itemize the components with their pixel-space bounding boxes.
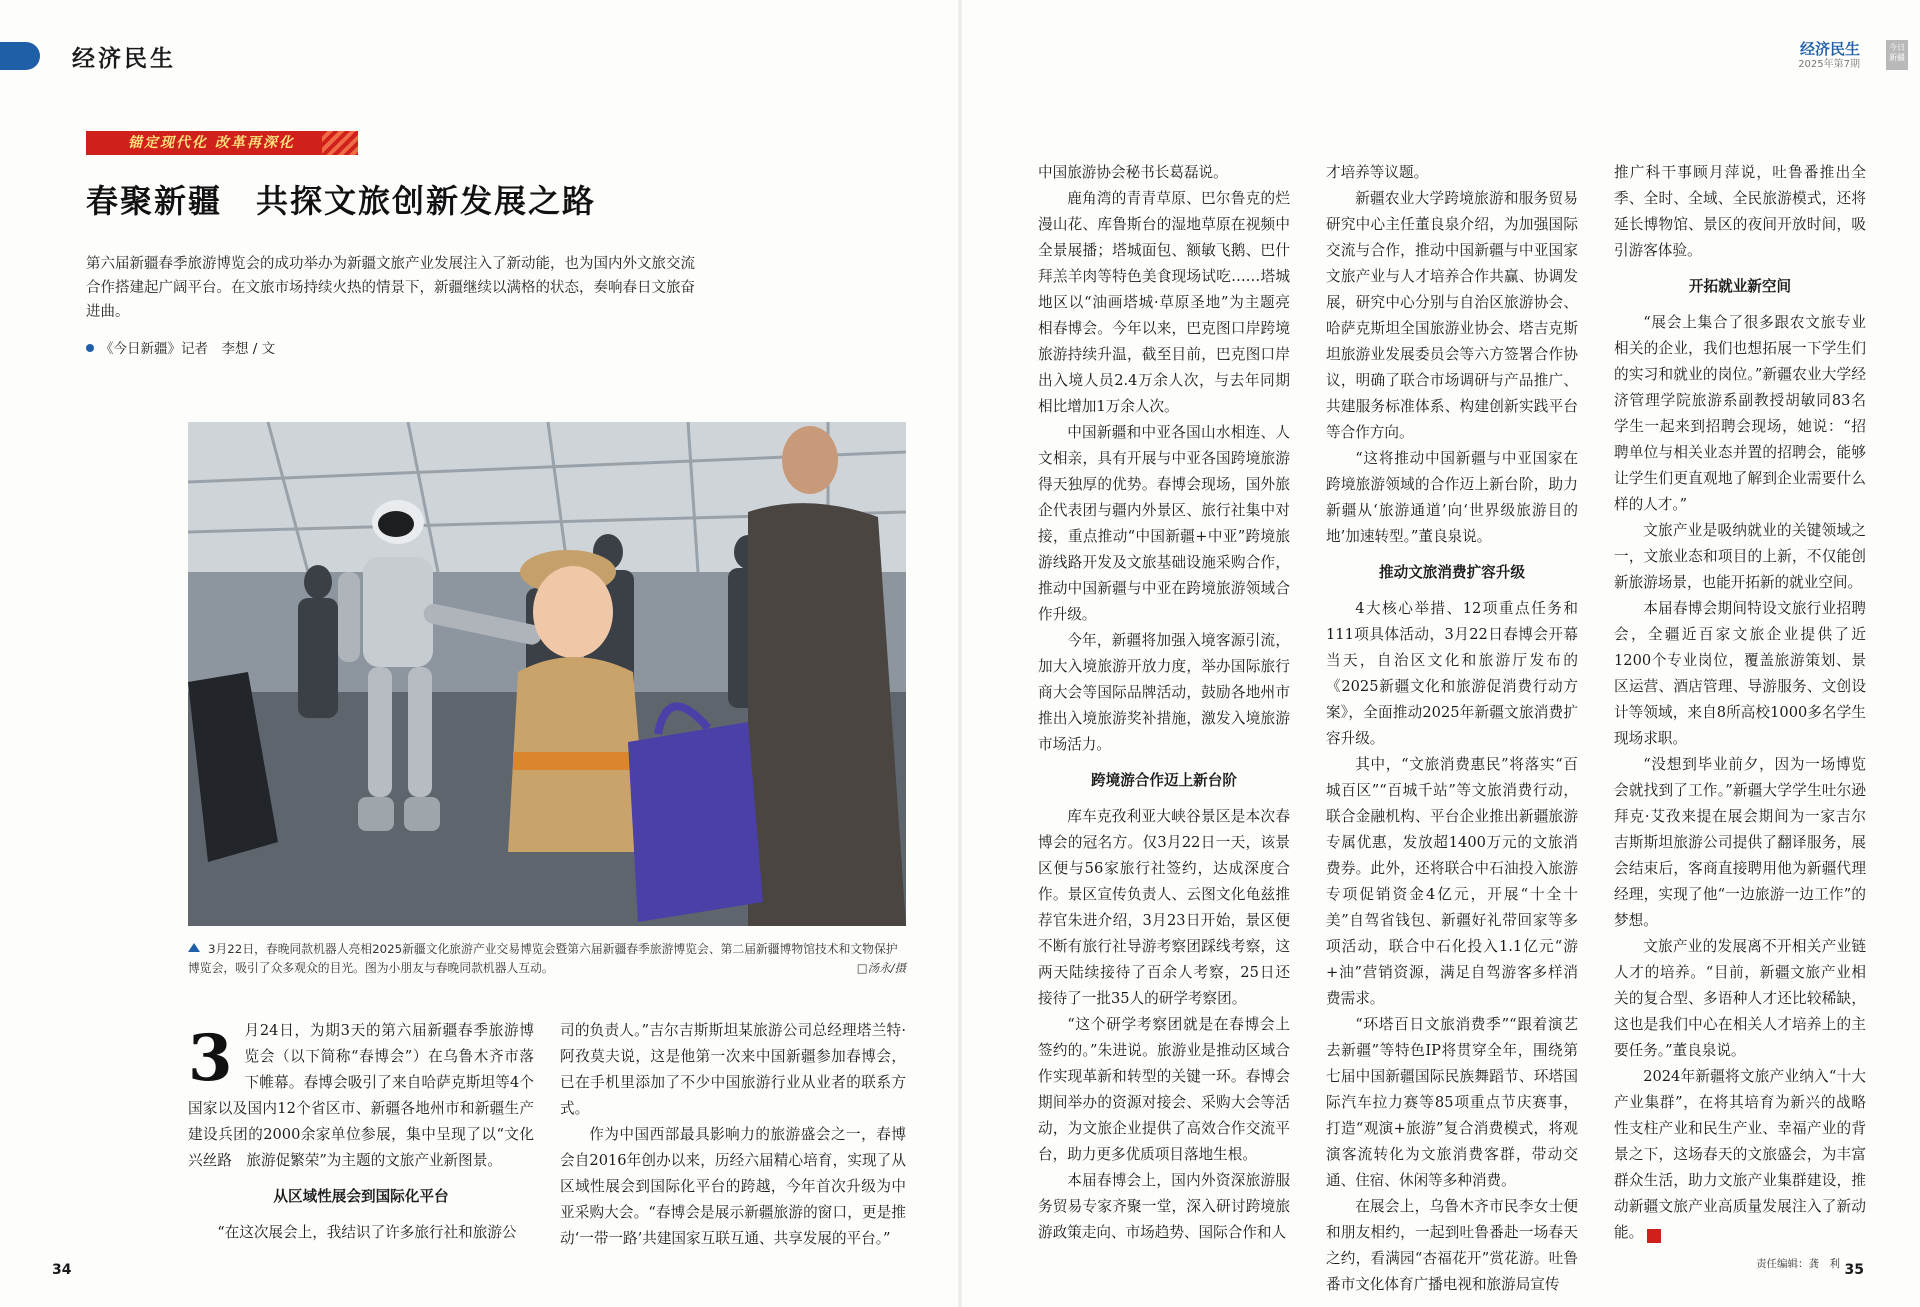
caption-triangle-icon <box>188 943 200 952</box>
paragraph: “环塔百日文旅消费季”“跟着演艺去新疆”等特色IP将贯穿全年，围绕第七届中国新疆国际民族舞蹈节、环塔国际汽车拉力赛等85项重点节庆赛事，打造“观演+旅游”复合消费模式，将观演客流转化为文旅消费客群，带动交通、住宿、休闲等多种消费。 <box>1326 1016 1578 1189</box>
subheading: 跨境游合作迈上新台阶 <box>1091 772 1237 789</box>
paragraph: 作为中国西部最具影响力的旅游盛会之一，春博会自2016年创办以来，历经六届精心培育，实现了从区域性展会到国际化平台的跨越，今年首次升级为中亚采购大会。“春博会是展示新疆旅游的窗口，更是推动‘一带一路’共建国家互联互通、共享发展的平台。” <box>560 1126 906 1247</box>
running-header-title: 经济民生 <box>1799 40 1860 58</box>
paragraph: 月24日，为期3天的第六届新疆春季旅游博览会（以下简称“春博会”）在乌鲁木齐市落下帷幕。春博会吸引了来自哈萨克斯坦等4个国家以及国内12个省区市、新疆各地州市和新疆生产建设兵团的2000余家单位参展，集中呈现了以“文化兴丝路 旅游促繁荣”为主题的文旅产业新图景。 <box>188 1022 534 1169</box>
photo-credit: □汤永/摄 <box>856 961 906 975</box>
running-header-issue: 2025年第7期 <box>1798 59 1860 70</box>
paragraph: “这将推动中国新疆与中亚国家在跨境旅游领域的合作迈上新台阶，助力新疆从‘旅游通道’向‘世界级旅游目的地’加速转型。”董良泉说。 <box>1326 450 1578 545</box>
byline <box>86 337 275 357</box>
drop-cap: 3 <box>188 1021 233 1096</box>
paragraph: 鹿角湾的青青草原、巴尔鲁克的烂漫山花、库鲁斯台的湿地草原在视频中全景展播；塔城面包、额敏飞鹅、巴什拜羔羊肉等特色美食现场试吃……塔城地区以“油画塔城·草原圣地”为主题亮相春博会。今年以来，巴克图口岸跨境旅游持续升温，截至目前，巴克图口岸出入境人员2.4万余人次，与去年同期相比增加1万余人次。 <box>1038 190 1290 415</box>
paragraph: 才培养等议题。 <box>1326 164 1429 181</box>
subheading: 开拓就业新空间 <box>1688 278 1792 295</box>
magazine-logo: 今日新疆 <box>1886 40 1908 70</box>
paragraph <box>1614 1064 1866 1246</box>
page-number-right: 35 <box>1844 1262 1864 1278</box>
page-tab-icon <box>0 42 40 70</box>
paragraph: 新疆农业大学跨境旅游和服务贸易研究中心主任董良泉介绍，为加强国际交流与合作，推动中国新疆与中亚国家文旅产业与人才培养合作共赢、协调发展，研究中心分别与自治区旅游协会、哈萨克斯坦全国旅游业协会、塔吉克斯坦旅游业发展委员会等六方签署合作协议，明确了联合市场调研与产品推广、共建服务标准体系、构建创新实践平台等合作方向。 <box>1326 190 1578 441</box>
running-header <box>1798 40 1860 71</box>
paragraph: 中国新疆和中亚各国山水相连、人文相亲，具有开展与中亚各国跨境旅游得天独厚的优势。春博会现场，国外旅企代表团与疆内外景区、旅行社集中对接，重点推动“中国新疆+中亚”跨境旅游线路开发及文旅基础设施采购合作，推动中国新疆与中亚在跨境旅游领域合作升级。 <box>1038 424 1290 623</box>
left-column-2 <box>560 1018 906 1252</box>
right-column-3 <box>1614 160 1866 1246</box>
paragraph: 中国旅游协会秘书长葛磊说。 <box>1038 164 1228 181</box>
right-page <box>960 0 1920 1307</box>
article-photo <box>188 422 906 926</box>
paragraph: “展会上集合了很多跟农文旅专业相关的企业，我们也想拓展一下学生们的实习和就业的岗位。”新疆农业大学经济管理学院旅游系副教授胡敏同83名学生一起来到招聘会现场，她说：“招聘单位与相关业态并置的招聘会，能够让学生们更直观地了解到企业需要什么样的人才。” <box>1614 314 1866 513</box>
paragraph: 本届春博会上，国内外资深旅游服务贸易专家齐聚一堂，深入研讨跨境旅游政策走向、市场趋势、国际合作和人 <box>1038 1172 1290 1241</box>
paragraph: 推广科干事顾月萍说，吐鲁番推出全季、全时、全域、全民旅游模式，还将延长博物馆、景区的夜间开放时间，吸引游客体验。 <box>1614 164 1866 259</box>
page-number-left: 34 <box>52 1262 72 1278</box>
paragraph: 司的负责人。”吉尔吉斯斯坦某旅游公司总经理塔兰特·阿孜莫夫说，这是他第一次来中国新疆参加春博会，已在手机里添加了不少中国旅游行业从业者的联系方式。 <box>560 1022 906 1117</box>
paragraph: “在这次展会上，我结识了许多旅行社和旅游公 <box>217 1224 517 1241</box>
byline-text: 《今日新疆》记者 李想 / 文 <box>100 341 276 357</box>
article-lead: 第六届新疆春季旅游博览会的成功举办为新疆文旅产业发展注入了新动能，也为国内外文旅交流合作搭建起广阔平台。在文旅市场持续火热的情景下，新疆继续以满格的状态，奏响春日文旅奋进曲。 <box>86 256 695 320</box>
paragraph: 今年，新疆将加强入境客源引流，加大入境旅游开放力度，举办国际旅行商大会等国际品牌活动，鼓励各地州市推出入境旅游奖补措施，激发入境旅游市场活力。 <box>1038 632 1290 753</box>
paragraph: 4大核心举措、12项重点任务和111项具体活动，3月22日春博会开幕当天，自治区文化和旅游厅发布的《2025新疆文化和旅游促消费行动方案》，全面推动2025年新疆文旅消费扩容升级。 <box>1326 600 1578 747</box>
right-column-1 <box>1038 160 1290 1246</box>
paragraph: “没想到毕业前夕，因为一场博览会就找到了工作。”新疆大学学生吐尔逊拜克·艾孜来提在展会期间为一家吉尔吉斯斯坦旅游公司提供了翻译服务，展会结束后，客商直接聘用他为新疆代理经理，实现了他“一边旅游一边工作”的梦想。 <box>1614 756 1866 929</box>
left-column-1 <box>188 1018 534 1246</box>
byline-dot-icon <box>86 344 94 352</box>
column-tag-banner: 锚定现代化 改革再深化 <box>86 131 358 155</box>
paragraph: 本届春博会期间特设文旅行业招聘会，全疆近百家文旅企业提供了近1200个专业岗位，覆盖旅游策划、景区运营、酒店管理、导游服务、文创设计等领域，来自8所高校1000多名学生现场求职。 <box>1614 600 1866 747</box>
paragraph-text: 2024年新疆将文旅产业纳入“十大产业集群”，在将其培育为新兴的战略性支柱产业和民生产业、幸福产业的背景之下，这场春天的文旅盛会，为丰富群众生活，助力文旅产业集群建设，推动新疆文旅产业高质量发展注入了新动能。 <box>1614 1068 1866 1241</box>
paragraph: 文旅产业是吸纳就业的关键领域之一，文旅业态和项目的上新，不仅能创新旅游场景，也能开拓新的就业空间。 <box>1614 522 1866 591</box>
end-mark-icon: J <box>1647 1229 1661 1243</box>
paragraph: 其中，“文旅消费惠民”将落实“百城百区”“百城千站”等文旅消费行动，联合金融机构、平台企业推出新疆旅游专属优惠，发放超1400万元的文旅消费券。此外，还将联合中石油投入旅游专项促销资金4亿元，开展“十全十美”自驾省钱包、新疆好礼带回家等多项活动，联合中石化投入1.1亿元“游+油”营销资源，满足自驾游客多样消费需求。 <box>1326 756 1578 1007</box>
photo-illustration <box>188 422 906 926</box>
paragraph: “这个研学考察团就是在春博会上签约的。”朱进说。旅游业是推动区域合作实现革新和转型的关键一环。春博会期间举办的资源对接会、采购大会等活动，为文旅企业提供了高效合作交流平台，助力更多优质项目落地生根。 <box>1038 1016 1290 1163</box>
subheading: 从区域性展会到国际化平台 <box>273 1188 449 1205</box>
paragraph: 在展会上，乌鲁木齐市民李女士便和朋友相约，一起到吐鲁番赴一场春天之约，看满园“杏福花开”赏花游。吐鲁番市文化体育广播电视和旅游局宣传 <box>1326 1198 1578 1293</box>
paragraph: 库车克孜利亚大峡谷景区是本次春博会的冠名方。仅3月22日一天，该景区便与56家旅行社签约，达成深度合作。景区宣传负责人、云图文化龟兹推荐官朱进介绍，3月23日开始，景区便不断有旅行社导游考察团踩线考察，这两天陆续接待了百余人考察，25日还接待了一批35人的研学考察团。 <box>1038 808 1290 1007</box>
photo-caption <box>188 940 906 978</box>
subheading: 推动文旅消费扩容升级 <box>1379 564 1525 581</box>
photo-caption-text: 3月22日，春晚同款机器人亮相2025新疆文化旅游产业交易博览会暨第六届新疆春季旅游博览会、第二届新疆博物馆技术和文物保护博览会，吸引了众多观众的目光。图为小朋友与春晚同款机器人互动。 <box>188 942 898 975</box>
editor-credit: 责任编辑：龚 利 <box>1756 1258 1840 1270</box>
article-title: 春聚新疆 共探文旅创新发展之路 <box>86 182 597 220</box>
section-title: 经济民生 <box>72 46 176 72</box>
paragraph: 文旅产业的发展离不开相关产业链人才的培养。“目前，新疆文旅产业相关的复合型、多语种人才还比较稀缺，这也是我们中心在相关人才培养上的主要任务。”董良泉说。 <box>1614 938 1866 1059</box>
right-column-2 <box>1326 160 1578 1298</box>
